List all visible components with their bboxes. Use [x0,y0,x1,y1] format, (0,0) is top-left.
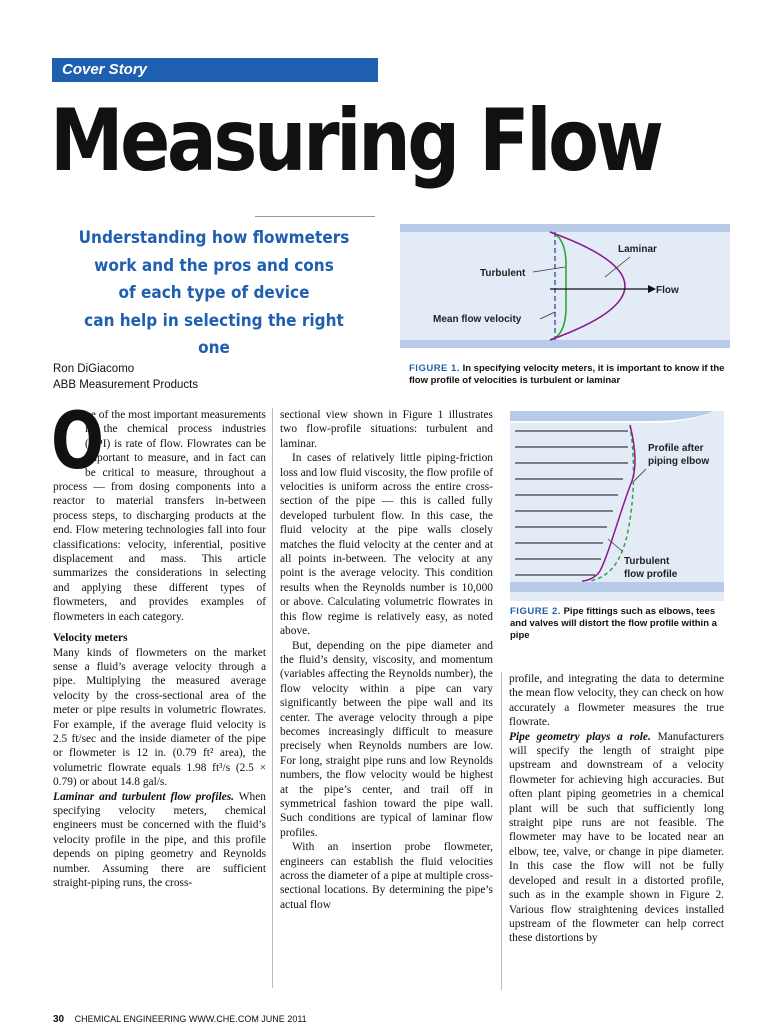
label-profile-after-1: Profile after [648,443,704,454]
label-turbulent-2: flow profile [624,569,678,580]
deck-line: Understanding how flowmeters [78,228,350,248]
column-rule [272,408,273,988]
page-number: 30 [53,1014,65,1025]
label-profile-after-2: piping elbow [648,456,710,467]
paragraph [53,790,266,891]
paragraph-text: Manufacturers will specify the length of straight pipe upstream and downstream of a velocity flowmeter for achieving high accuracies. But often plant piping geometries in a chemical plant will be such that sufficiently long straight pipe runs are not feasible. The flowmeter may have to be located near an elbow, tee, valve, or change in pipe diameter. In this case the flow will not be fully developed and result in a distorted profile, such as in the example shown in Figure 2. Various flow straightening devices installed upstream of the flowmeter can help correct these distortions by [509,730,724,945]
label-mean-velocity: Mean flow velocity [433,314,522,325]
footer [53,1014,307,1025]
paragraph: profile, and integrating the data to determine the mean flow velocity, they can check on how accurately a flowmeter measures the true flowrate. [509,673,724,729]
pipe-interior [400,230,730,342]
intro-text: ne of the most important measurements in the chemical process industries (CPI) is rate of flow. Flowrates can be important to measure, and in fact can be critical to measure, throughout a process — from dosing components into a reactor to material transfers in-between process steps, to discharging products at the end. Flow metering technologies fall into four classifications: velocity, inferential, positive displacement and mass. This article summarizes the considerations in selecting and applying these different types of flowmeters, and provides examples of flowmeters in each category. [53,409,266,623]
paragraph: With an insertion probe flowmeter, engineers can establish the fluid velocities across the diameter of a pipe at multiple cross-sectional locations. By determining the pipe’s actual flow [280,841,493,911]
paragraph: But, depending on the pipe diameter and the fluid’s density, viscosity, and momentum (variables affecting the Reynolds number), the flow velocity within a pipe can vary significantly between the pipe wall and its center. The average velocity through a pipe becomes increasingly difficult to measure precisely when Reynolds numbers are low. For long, straight pipe runs and low Reynolds numbers, the flow velocity would be highest at the pipe’s center, and trail off in symmetrical fashion toward the pipe wall. Such conditions are typical of laminar flow profiles. [280,639,493,839]
headline: Measuring Flow [50,91,661,191]
label-flow: Flow [656,285,679,296]
deck-line: of each type of device [118,283,310,303]
body-column-3 [509,672,724,946]
label-turbulent: Turbulent [480,268,526,279]
runin-heading: Pipe geometry plays a role. [509,730,651,743]
byline [53,361,198,393]
pipe-wall-bottom [400,340,730,348]
label-turbulent-1: Turbulent [624,556,670,567]
figure1-caption-text: In specifying velocity meters, it is important to know if the flow profile of velocities is turbulent or laminar [409,363,725,386]
paragraph: In cases of relatively little piping-friction loss and low fluid viscosity, the flow profile of velocities is uniform across the entire cross-section of the pipe — this is called fully developed turbulent flow. In this case, the fluid velocity at the pipe walls closely matches the fluid velocity at the center and at all points in-between. The velocity at any point is the average velocity. This condition results when the Reynolds number is 10,000 or above. Calculating volumetric flowrates in this flow regime is relatively easy, as noted above. [280,452,493,638]
deck-rule [255,216,375,217]
drop-cap: O [51,397,105,487]
figure1-caption-label: FIGURE 1. [409,363,460,374]
figure2-diagram [510,411,724,601]
figure1-diagram [400,222,730,352]
runin-heading: Laminar and turbulent flow profiles. [53,790,235,803]
body-column-1 [51,397,266,890]
figure2-caption-label: FIGURE 2. [510,606,561,617]
author-name: Ron DiGiacomo [53,363,135,375]
body-column-2 [280,408,493,912]
section-tag [52,58,378,82]
subhead-velocity-meters: Velocity meters [53,632,128,645]
paragraph: sectional view shown in Figure 1 illustrates two flow-profile situations: turbulent and laminar. [280,409,493,450]
figure1-caption [409,363,731,387]
label-laminar: Laminar [618,244,657,255]
paragraph [509,730,724,946]
figure2-caption-text: Pipe fittings such as elbows, tees and valves will distort the flow profile within a pipe [510,606,717,641]
author-affiliation: ABB Measurement Products [53,379,199,391]
pipe-wall-top [400,224,730,232]
deck-line: work and the pros and cons [94,255,334,276]
column-rule [501,672,502,990]
deck-line: can help in selecting the right one [84,310,344,358]
figure2-caption [510,606,725,642]
pipe-wall-top [510,411,720,416]
section-label: Cover Story [62,61,148,78]
pipe-interior [510,411,724,601]
footer-text: CHEMICAL ENGINEERING WWW.CHE.COM JUNE 2011 [74,1014,307,1024]
paragraph [51,397,266,624]
paragraph-text: When specifying velocity meters, chemical engineers must be concerned with the fluid’s velocity profile in the pipe, and this profile depends on piping geometry and Reynolds number. Assuming there are sufficient straight-piping runs, the cross- [53,790,266,889]
deck [52,225,376,363]
paragraph: Many kinds of flowmeters on the market sense a fluid’s average velocity through a pipe. Multiplying the measured average velocity by the cross-sectional area of the meter or pipe results in volumetric flowrates. For example, if the average fluid velocity is 2.5 ft/sec and the inside diameter of the pipe or flowmeter is 12 in. (0.79 ft² area), the volumetric flowrate equals 1.98 ft³/s (2.5 × 0.79) or about 14.8 gal/s. [53,646,266,789]
